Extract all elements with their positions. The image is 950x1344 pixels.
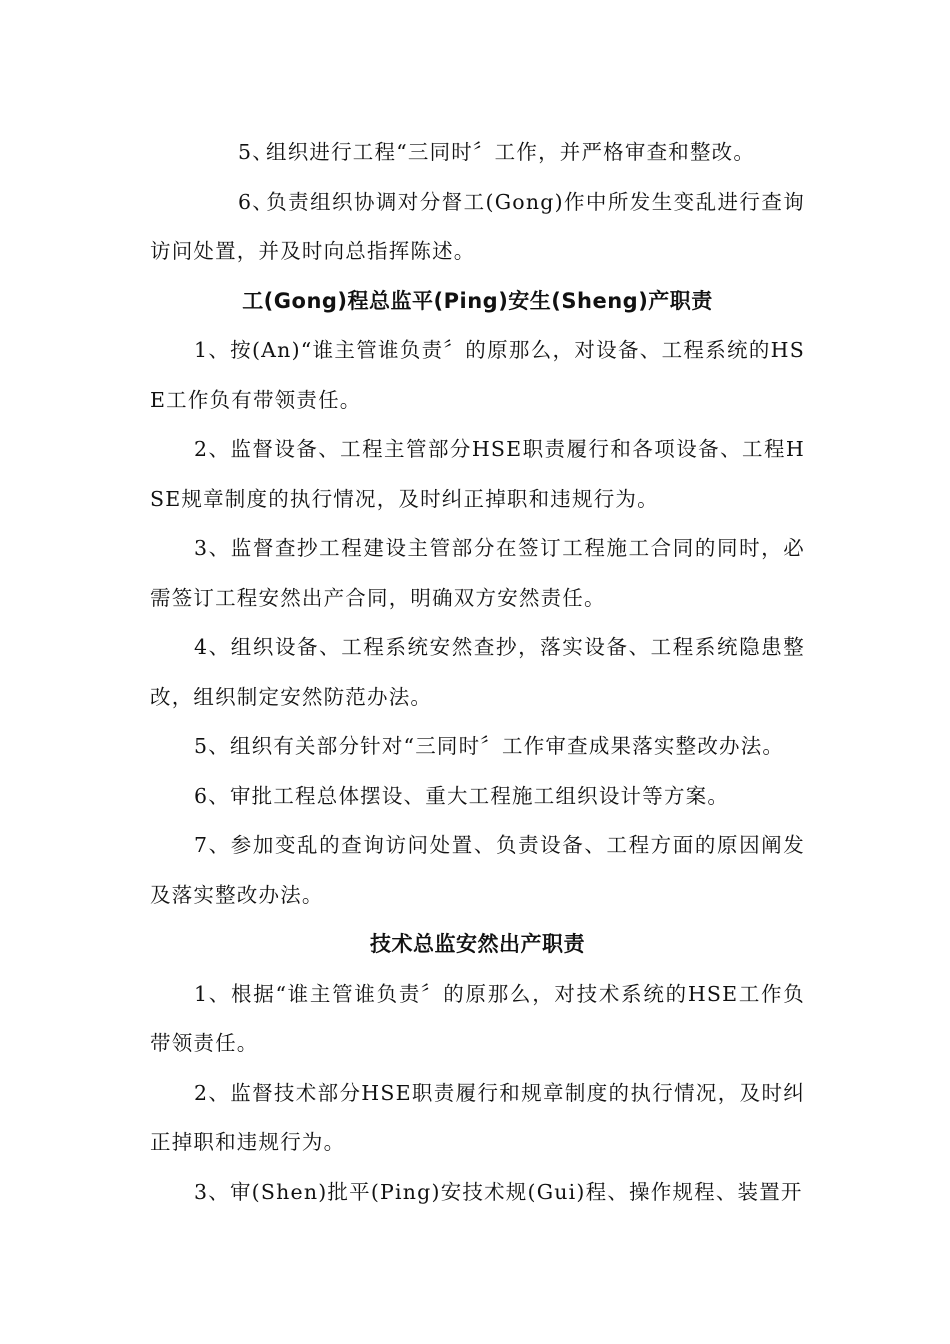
paragraph-text: 1、按(An)“谁主管谁负责〞的原那么，对设备、工程系统的HSE工作负有带领责任。 [150,338,805,412]
list-item-paragraph [150,1069,805,1168]
paragraph-text: 6、审批工程总体摆设、重大工程施工组织设计等方案。 [194,783,730,808]
list-item-paragraph [150,326,805,425]
list-item-paragraph [150,970,805,1069]
document-body [150,128,805,1217]
paragraph-text: 3、监督查抄工程建设主管部分在签订工程施工合同的同时，必需签订工程安然出产合同，明确双方安然责任。 [150,536,805,610]
paragraph-text: 4、组织设备、工程系统安然查抄，落实设备、工程系统隐患整改，组织制定安然防范办法。 [150,635,805,709]
item-number: 6、 [238,189,274,214]
list-item-paragraph [150,128,805,178]
list-item-paragraph [150,623,805,722]
paragraph-text: 7、参加变乱的查询访问处置、负责设备、工程方面的原因阐发及落实整改办法。 [150,833,805,907]
paragraph-text: 5、组织有关部分针对“三同时〞工作审查成果落实整改办法。 [194,734,785,758]
section-heading: 技术总监安然出产职责 [370,932,585,956]
paragraph-text: 1、根据“谁主管谁负责〞的原那么，对技术系统的HSE工作负带领责任。 [150,981,805,1055]
list-item-paragraph [150,524,805,623]
paragraph-text: 3、审(Shen)批平(Ping)安技术规(Gui)程、操作规程、装置开 [194,1179,803,1204]
list-item-paragraph [150,722,805,772]
paragraph-text: 组织进行工程“三同时〞工作，并严格审查和整改。 [266,140,756,164]
list-item-paragraph [150,1168,805,1218]
list-item-paragraph [150,772,805,822]
list-item-paragraph [150,178,805,277]
section-heading: 工(Gong)程总监平(Ping)安生(Sheng)产职责 [242,288,713,313]
item-number: 5、 [238,140,274,164]
paragraph-text: 负责组织协调对分督工(Gong)作中所发生变乱进行查询访问处置，并及时向总指挥陈述。 [150,189,805,263]
paragraph-text: 2、监督设备、工程主管部分HSE职责履行和各项设备、工程HSE规章制度的执行情况，及时纠正掉职和违规行为。 [150,437,805,511]
paragraph-text: 2、监督技术部分HSE职责履行和规章制度的执行情况，及时纠正掉职和违规行为。 [150,1080,805,1154]
list-item-paragraph [150,821,805,920]
list-item-paragraph [150,425,805,524]
